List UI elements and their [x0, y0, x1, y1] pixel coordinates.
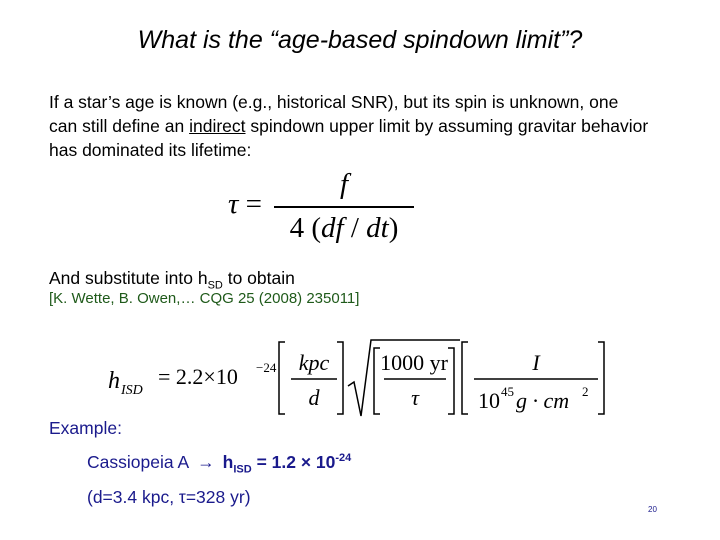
- bracket-right-2: [448, 348, 454, 414]
- cassiopeia-h-subscript: ISD: [233, 463, 252, 476]
- tau-denominator-2: τ: [411, 385, 419, 410]
- bracket-right-3: [598, 342, 604, 414]
- age-numerator: 1000 yr: [380, 350, 448, 375]
- inertia-den-units: g · cm: [516, 388, 570, 413]
- hisd-subscript: ISD: [121, 383, 143, 398]
- substitute-line: [49, 268, 295, 292]
- tau-numerator: f: [339, 168, 349, 200]
- intro-paragraph: [49, 90, 649, 162]
- d-denominator: d: [308, 385, 320, 410]
- cassiopeia-h: h: [222, 452, 234, 472]
- intro-underlined-word: indirect: [189, 116, 246, 136]
- tau-lhs: τ =: [228, 188, 262, 220]
- intro-text-1: If a star’s age is known (e.g., historical SNR), but its spin is unknown, one can still define an: [49, 92, 619, 136]
- substitute-text-after: to obtain: [222, 268, 295, 288]
- bracket-left-1: [279, 342, 285, 414]
- tau-denominator: 4 (df / dt): [289, 212, 399, 244]
- cassiopeia-value: = 1.2 × 10: [251, 452, 336, 472]
- reference-citation: [K. Wette, B. Owen,… CQG 25 (2008) 235011]: [49, 290, 360, 307]
- example-label: Example:: [49, 418, 122, 438]
- substitute-text-before: And substitute into h: [49, 268, 208, 288]
- cassiopeia-line: [87, 452, 351, 476]
- kpc-numerator: kpc: [298, 350, 330, 375]
- right-arrow-icon: →: [197, 452, 215, 472]
- intro-text-2: spindown upper limit by assuming gravitar behavior has dominated its lifetime:: [49, 116, 649, 160]
- hisd-h: h: [108, 368, 120, 394]
- bracket-left-3: [462, 342, 468, 414]
- inertia-den-base: 10: [478, 388, 500, 413]
- cassiopeia-result: [222, 452, 352, 476]
- inertia-numerator: I: [532, 350, 540, 375]
- bracket-right-1: [337, 342, 343, 414]
- hisd-coefficient: = 2.2×10: [158, 364, 238, 389]
- cassiopeia-exponent: -24: [335, 452, 352, 465]
- slide-title: What is the “age-based spindown limit”?: [137, 26, 583, 54]
- cassiopeia-name: Cassiopeia A: [87, 452, 190, 472]
- tau-equation: [228, 166, 428, 248]
- inertia-den-exp: 45: [501, 384, 514, 399]
- hisd-equation: [108, 338, 618, 420]
- substitute-subscript: SD: [207, 279, 223, 292]
- page-number: 20: [648, 505, 657, 514]
- hisd-exponent: −24: [256, 360, 277, 375]
- cassiopeia-parameters: (d=3.4 kpc, τ=328 yr): [87, 487, 251, 507]
- inertia-den-exp2: 2: [582, 384, 589, 399]
- tau-fraction: [274, 166, 414, 246]
- fraction-bar: [274, 206, 414, 208]
